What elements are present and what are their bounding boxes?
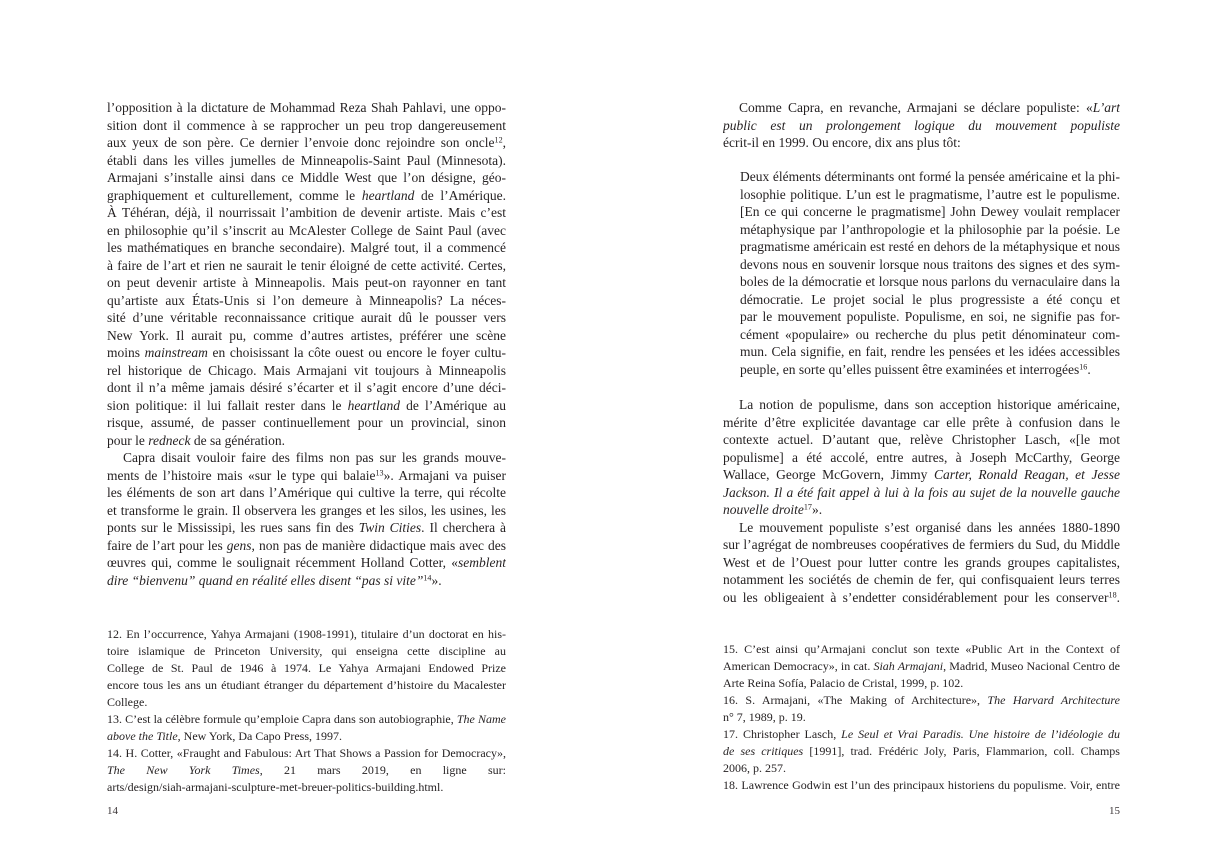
footnote-reference: 13 xyxy=(375,468,384,478)
italic-text: heartland xyxy=(347,397,401,413)
footnote-reference: 17 xyxy=(803,502,812,512)
page-number-left: 14 xyxy=(107,805,118,817)
text-line: établi dans les villes jumelles de Minneapolis-Saint Paul (Minnesota). xyxy=(107,152,506,168)
paragraph xyxy=(723,726,1120,777)
left-page-footnotes xyxy=(107,626,506,796)
right-page-footnotes xyxy=(723,641,1120,794)
text-line: West et de l’Ouest pour lutter contre les grands groupes capitalistes, xyxy=(723,554,1120,570)
text-line: et transforme le grain. Il observera les granges et les silos, les usines, les xyxy=(107,502,506,518)
right-page-body-text xyxy=(723,396,1120,606)
paragraph xyxy=(107,99,506,449)
italic-text: The New York Times xyxy=(107,763,260,777)
text-line: 14. H. Cotter, «Fraught and Fabulous: Art That Shows a Passion for Democracy», xyxy=(107,746,506,760)
text-line: graphiquement et culturellement, comme le heartland de l’Amérique. xyxy=(107,187,506,203)
text-line: Le mouvement populiste s’est organisé dans les années 1880-1890 xyxy=(739,519,1120,535)
italic-text: Siah Armajani xyxy=(873,659,944,673)
text-line: on peut devenir artiste à Minneapolis. Mais peut-on rayonner en tant xyxy=(107,275,506,290)
text-line: American Democracy», in cat. Siah Armajani, Madrid, Museo Nacional Centro de xyxy=(723,659,1120,673)
text-line: démocratie. Le projet social le plus progressiste a été conçu et xyxy=(740,291,1120,307)
left-page-body-text xyxy=(107,99,506,589)
text-line: populisme] a été accolé, entre autres, à Joseph McCarthy, George xyxy=(723,449,1120,465)
text-line: encore tous les ans un étudiant étranger du département d’histoire du Macalester xyxy=(107,678,506,692)
text-line: contexte actuel. D’autant que, relève Christopher Lasch, «[le mot xyxy=(723,432,1120,447)
text-line: 12. En l’occurrence, Yahya Armajani (1908-1991), titulaire d’un doctorat en his- xyxy=(107,627,506,641)
paragraph xyxy=(723,519,1120,607)
text-line: ou les obligeaient à s’endetter considérablement pour les conserver$^{18}$. xyxy=(723,589,1120,605)
footnote-reference: 14 xyxy=(423,573,432,583)
footnote-reference: 16 xyxy=(1079,362,1088,372)
text-line: Armajani s’installe ainsi dans ce Middle West que l’on désigne, géo- xyxy=(107,170,506,185)
italic-text: gens xyxy=(226,537,252,553)
text-line: 17. Christopher Lasch, Le Seul et Vrai Paradis. Une histoire de l’idéologie du xyxy=(723,726,1120,743)
text-line: mun. Cela signifie, en fait, rendre les pensées et les idées accessibles xyxy=(740,344,1120,359)
text-line: moins mainstream en choisissant la côte ouest ou encore le foyer cultu- xyxy=(107,345,506,360)
italic-text: public est un prolongement logique du mouvement populiste xyxy=(723,117,1120,133)
italic-text: Le Seul et Vrai Paradis. Une histoire de l’idéologie du xyxy=(841,727,1120,741)
text-line: métaphysique par l’anthropologie et la philosophie par la poésie. Le xyxy=(740,221,1120,237)
italic-text: Carter, Ronald Reagan, et Jesse xyxy=(933,467,1120,482)
italic-text: nouvelle droite xyxy=(723,502,804,517)
italic-text: Jackson. Il a été fait appel à lui à la fois au sujet de la nouvelle gauche xyxy=(723,484,1120,500)
italic-text: Twin Cities xyxy=(358,520,422,535)
italic-text: The Harvard Architecture xyxy=(987,693,1120,707)
text-line: les éléments de son art dans l’Amérique qui cultive la terre, qui récolte xyxy=(107,485,506,500)
paragraph xyxy=(107,449,506,589)
italic-text: mainstream xyxy=(144,345,208,360)
text-line: aux yeux de son père. Ce dernier l’envoie donc rejoindre son oncle$^{12}$, xyxy=(107,135,506,150)
text-line: Comme Capra, en revanche, Armajani se déclare populiste: «L’art xyxy=(739,100,1120,115)
paragraph xyxy=(723,641,1120,692)
italic-text: redneck xyxy=(148,432,191,448)
paragraph xyxy=(723,692,1120,726)
text-line: boles de la démocratie et lorsque nous parlons du vernaculaire dans la xyxy=(740,274,1120,289)
text-line: sur l’agrégat de nombreuses coopératives de fermiers du Sud, du Middle xyxy=(723,537,1120,552)
italic-text: The Name xyxy=(456,712,506,726)
paragraph xyxy=(740,168,1120,378)
text-line: La notion de populisme, dans son acception historique américaine, xyxy=(739,397,1120,412)
block-quote xyxy=(740,168,1120,378)
text-line: dont il n’a même jamais désiré s’écarter et il s’agit encore d’une déci- xyxy=(107,380,506,395)
text-line: Capra disait vouloir faire des films non pas sur les grands mouve- xyxy=(123,450,506,465)
text-line: l’opposition à la dictature de Mohammad Reza Shah Pahlavi, une oppo- xyxy=(107,100,506,115)
text-line: ments de l’histoire mais «sur le type qui balaie$^{13}$». Armajani va puiser xyxy=(107,467,506,483)
text-line: Arte Reina Sofía, Palacio de Cristal, 1999, p. 102. xyxy=(723,676,964,690)
paragraph xyxy=(107,745,506,796)
text-line: 13. C’est la célèbre formule qu’emploie Capra dans son autobiographie, The Name xyxy=(107,712,506,726)
italic-text: semblent xyxy=(458,555,506,570)
right-page-intro-text xyxy=(723,99,1120,152)
italic-text: heartland xyxy=(361,187,415,203)
text-line: Wallace, George McGovern, Jimmy Carter, Ronald Reagan, et Jesse xyxy=(723,467,1120,482)
italic-text: de ses critiques xyxy=(723,744,804,758)
text-line: qu’artiste aux États-Unis si l’on demeure à Minneapolis? La néces- xyxy=(107,292,506,308)
footnote-reference: 18 xyxy=(1108,590,1117,600)
text-line: toire islamique de Princeton University, qui enseigna cette discipline au xyxy=(107,644,506,658)
text-line: de ses critiques [1991], trad. Frédéric Joly, Paris, Flammarion, coll. Champs xyxy=(723,744,1120,758)
text-line: College de St. Paul de 1946 à 1974. Le Yahya Armajani Endowed Prize xyxy=(107,661,506,675)
text-line: en philosophie qu’il s’inscrit au McAlester College de Saint Paul (avec xyxy=(107,222,506,238)
text-line: New York. Il aurait pu, comme d’autres artistes, préférer une scène xyxy=(107,327,506,343)
text-line: ponts sur le Mississipi, les rues sans fin des Twin Cities. Il cherchera à xyxy=(107,520,506,535)
text-line: sion politique: il lui fallait rester dans le heartland de l’Amérique au xyxy=(107,397,506,413)
text-line: à faire de l’art et rien ne saurait le tenir éloigné de cette activité. Certes, xyxy=(107,257,506,273)
text-line: écrit-il en 1999. Ou encore, dix ans plus tôt: xyxy=(723,135,961,150)
text-line: faire de l’art pour les gens, non pas de manière didactique mais avec des xyxy=(107,537,506,553)
text-line: les mathématiques en branche secondaire). Malgré tout, il a commencé xyxy=(107,240,506,255)
paragraph xyxy=(723,99,1120,152)
text-line: Deux éléments déterminants ont formé la pensée américaine et la phi- xyxy=(740,169,1120,184)
text-line: The New York Times, 21 mars 2019, en ligne sur: xyxy=(107,763,506,777)
text-line: risque, assumé, de passer continuellement pour un provincial, sinon xyxy=(107,415,506,430)
italic-text: L’art xyxy=(1092,100,1120,115)
text-line: 16. S. Armajani, «The Making of Architecture», The Harvard Architecture xyxy=(723,692,1120,709)
text-line: pragmatisme américain est resté en dehors de la métaphysique et nous xyxy=(740,239,1120,254)
italic-text: above the Title xyxy=(107,729,178,743)
text-line: losophie politique. L’un est le pragmatisme, l’autre est le populisme. xyxy=(740,186,1120,202)
text-line: devons nous en souvenir lorsque nous traitons des signes et des sym- xyxy=(740,256,1120,272)
text-line: sition dont il commence à se rapprocher un peu trop dangereusement xyxy=(107,117,506,133)
text-line: peuple, en sorte qu’elles puissent être examinées et interrogées$^{16}$. xyxy=(740,361,1091,377)
paragraph xyxy=(723,777,1120,794)
text-line: [En ce qui concerne le pragmatisme] John Dewey voulait remplacer xyxy=(740,204,1120,219)
text-line: À Téhéran, déjà, il nourrissait l’ambition de devenir artiste. Mais c’est xyxy=(107,205,506,220)
text-line: 2006, p. 257. xyxy=(723,761,786,775)
text-line: College. xyxy=(107,695,148,709)
footnote-reference: 12 xyxy=(494,135,503,145)
paragraph xyxy=(107,626,506,711)
text-line: notamment les sociétés de chemin de fer, qui confisquaient leurs terres xyxy=(723,572,1120,587)
italic-text: dire “bienvenu” quand en réalité elles disent “pas si vite” xyxy=(107,572,424,588)
text-line: 15. C’est ainsi qu’Armajani conclut son texte «Public Art in the Context of xyxy=(723,642,1120,656)
page-number-right: 15 xyxy=(1109,805,1120,817)
text-line: nouvelle droite$^{17}$». xyxy=(723,502,823,517)
text-line: n° 7, 1989, p. 19. xyxy=(723,710,806,724)
text-line: cément «populaire» ou recherche du plus petit dénominateur com- xyxy=(740,326,1120,342)
text-line: mérite d’être explicitée davantage car elle prête à confusion dans le xyxy=(723,414,1120,430)
text-line: œuvres qui, comme le soulignait récemment Holland Cotter, «semblent xyxy=(107,555,506,570)
text-line xyxy=(723,117,1120,135)
text-line xyxy=(723,484,1120,502)
text-line: rel historique de Chicago. Mais Armajani vit toujours à Minneapolis xyxy=(107,362,506,378)
paragraph xyxy=(723,396,1120,519)
text-line: pour le redneck de sa génération. xyxy=(107,432,285,448)
text-line: arts/design/siah-armajani-sculpture-met-breuer-politics-building.html. xyxy=(107,780,444,794)
text-line: sité d’une véritable reconnaissance critique aurait dû le pousser vers xyxy=(107,310,506,325)
text-line: par le mouvement populiste. Populisme, en soi, ne signifie pas for- xyxy=(740,309,1120,324)
text-line: above the Title, New York, Da Capo Press, 1997. xyxy=(107,729,342,743)
text-line: dire “bienvenu” quand en réalité elles disent “pas si vite”$^{14}$». xyxy=(107,572,442,588)
paragraph xyxy=(107,711,506,745)
text-line: 18. Lawrence Godwin est l’un des principaux historiens du populisme. Voir, entre xyxy=(723,778,1120,792)
